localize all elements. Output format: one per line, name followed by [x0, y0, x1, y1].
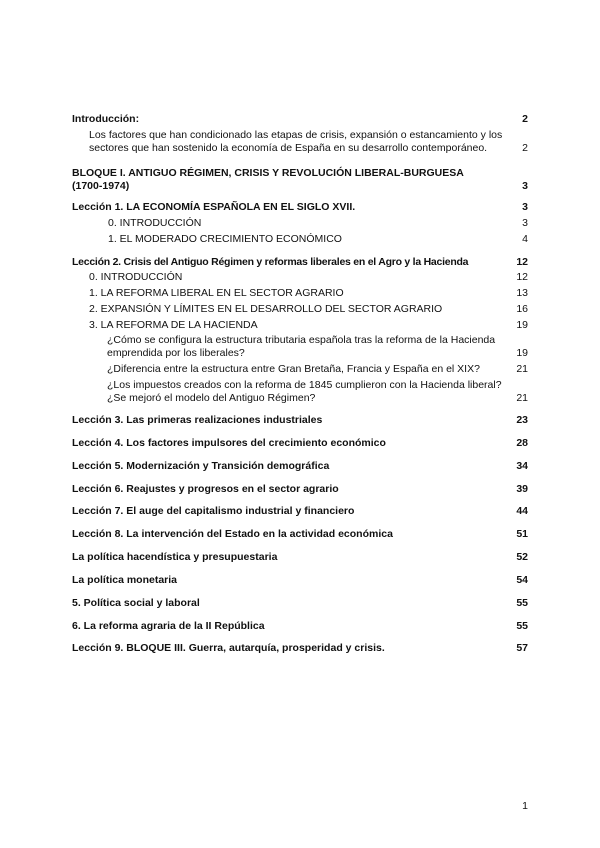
toc-entry-page: 55 [516, 597, 528, 609]
toc-entry-text: Lección 4. Los factores impulsores del crecimiento económico [72, 437, 386, 449]
toc-entry-page: 34 [516, 460, 528, 472]
toc-entry-page: 3 [522, 180, 528, 192]
toc-entry-text: Lección 1. LA ECONOMÍA ESPAÑOLA EN EL SIGLO XVII. [72, 201, 356, 213]
toc-entry-page: 19 [516, 347, 528, 359]
toc-entry-text: Los factores que han condicionado las etapas de crisis, expansión o estancamiento y los sectores que han sostenido la economía de España en su desarrollo contemporáneo. [89, 129, 503, 154]
toc-entry-text: 0. INTRODUCCIÓN [89, 271, 183, 283]
toc-entry-page: 21 [516, 363, 528, 375]
toc-entry-text: 1. LA REFORMA LIBERAL EN EL SECTOR AGRARIO [89, 287, 344, 299]
toc-entry-text: ¿Los impuestos creados con la reforma de 1845 cumplieron con la Hacienda liberal?¿Se mejoró el modelo del Antiguo Régimen? [107, 379, 502, 404]
toc-entry-text: Lección 5. Modernización y Transición demográfica [72, 460, 330, 472]
toc-entry-page: 28 [516, 437, 528, 449]
toc-entry-page: 3 [522, 201, 528, 213]
toc-entry-text: 6. La reforma agraria de la II República [72, 620, 265, 632]
toc-entry-page: 39 [516, 483, 528, 495]
toc-entry-page: 16 [516, 303, 528, 315]
toc-entry-page: 4 [522, 233, 528, 245]
toc-entry-l2-impuestos[interactable] [107, 379, 528, 405]
toc-entry-text: 1. EL MODERADO CRECIMIENTO ECONÓMICO [108, 233, 342, 245]
toc-entry-text: Lección 6. Reajustes y progresos en el sector agrario [72, 483, 339, 495]
toc-entry-page: 19 [516, 319, 528, 331]
toc-entry-text: La política hacendística y presupuestaria [72, 551, 278, 563]
toc-entry-page: 44 [516, 505, 528, 517]
toc-entry-text: ¿Diferencia entre la estructura entre Gran Bretaña, Francia y España en el XIX? [107, 363, 480, 375]
toc-entry-text: 2. EXPANSIÓN Y LÍMITES EN EL DESARROLLO DEL SECTOR AGRARIO [89, 303, 443, 315]
toc-entry-text: Lección 2. Crisis del Antiguo Régimen y reformas liberales en el Agro y la Hacienda [72, 256, 469, 268]
toc-entry-page: 23 [516, 414, 528, 426]
toc-entry-factores[interactable] [89, 129, 528, 155]
toc-entry-page: 51 [516, 528, 528, 540]
toc-entry-text: La política monetaria [72, 574, 178, 586]
toc-entry-text: 0. INTRODUCCIÓN [108, 217, 202, 229]
toc-entry-text: Lección 9. BLOQUE III. Guerra, autarquía, prosperidad y crisis. [72, 642, 385, 654]
toc-entry-l2-estructura-tributaria[interactable] [107, 334, 528, 360]
toc-entry-text: ¿Cómo se configura la estructura tributaria española tras la reforma de la Hacienda emprendida por los liberales? [107, 334, 496, 359]
toc-entry-page: 55 [516, 620, 528, 632]
toc-entry-text: Lección 8. La intervención del Estado en la actividad económica [72, 528, 393, 540]
toc-entry-text: Lección 7. El auge del capitalismo industrial y financiero [72, 505, 355, 517]
toc-entry-text: 3. LA REFORMA DE LA HACIENDA [89, 319, 258, 331]
toc-entry-page: 57 [516, 642, 528, 654]
toc-entry-page: 2 [522, 142, 528, 154]
toc-entry-page: 52 [516, 551, 528, 563]
toc-entry-page: 21 [516, 392, 528, 404]
toc-entry-page: 12 [516, 256, 528, 268]
toc-entry-page: 2 [522, 113, 528, 125]
toc-entry-page: 13 [516, 287, 528, 299]
toc-entry-text: 5. Política social y laboral [72, 597, 200, 609]
toc-entry-text: BLOQUE I. ANTIGUO RÉGIMEN, CRISIS Y REVOLUCIÓN LIBERAL-BURGUESA (1700-1974) [72, 167, 464, 192]
toc-entry-page: 54 [516, 574, 528, 586]
toc-entry-text: Lección 3. Las primeras realizaciones industriales [72, 414, 323, 426]
toc-entry-bloque-i[interactable] [72, 167, 528, 193]
toc-entry-page: 3 [522, 217, 528, 229]
toc-entry-text: Introducción: [72, 113, 140, 125]
toc-entry-page: 12 [516, 271, 528, 283]
page-number: 1 [522, 800, 528, 812]
